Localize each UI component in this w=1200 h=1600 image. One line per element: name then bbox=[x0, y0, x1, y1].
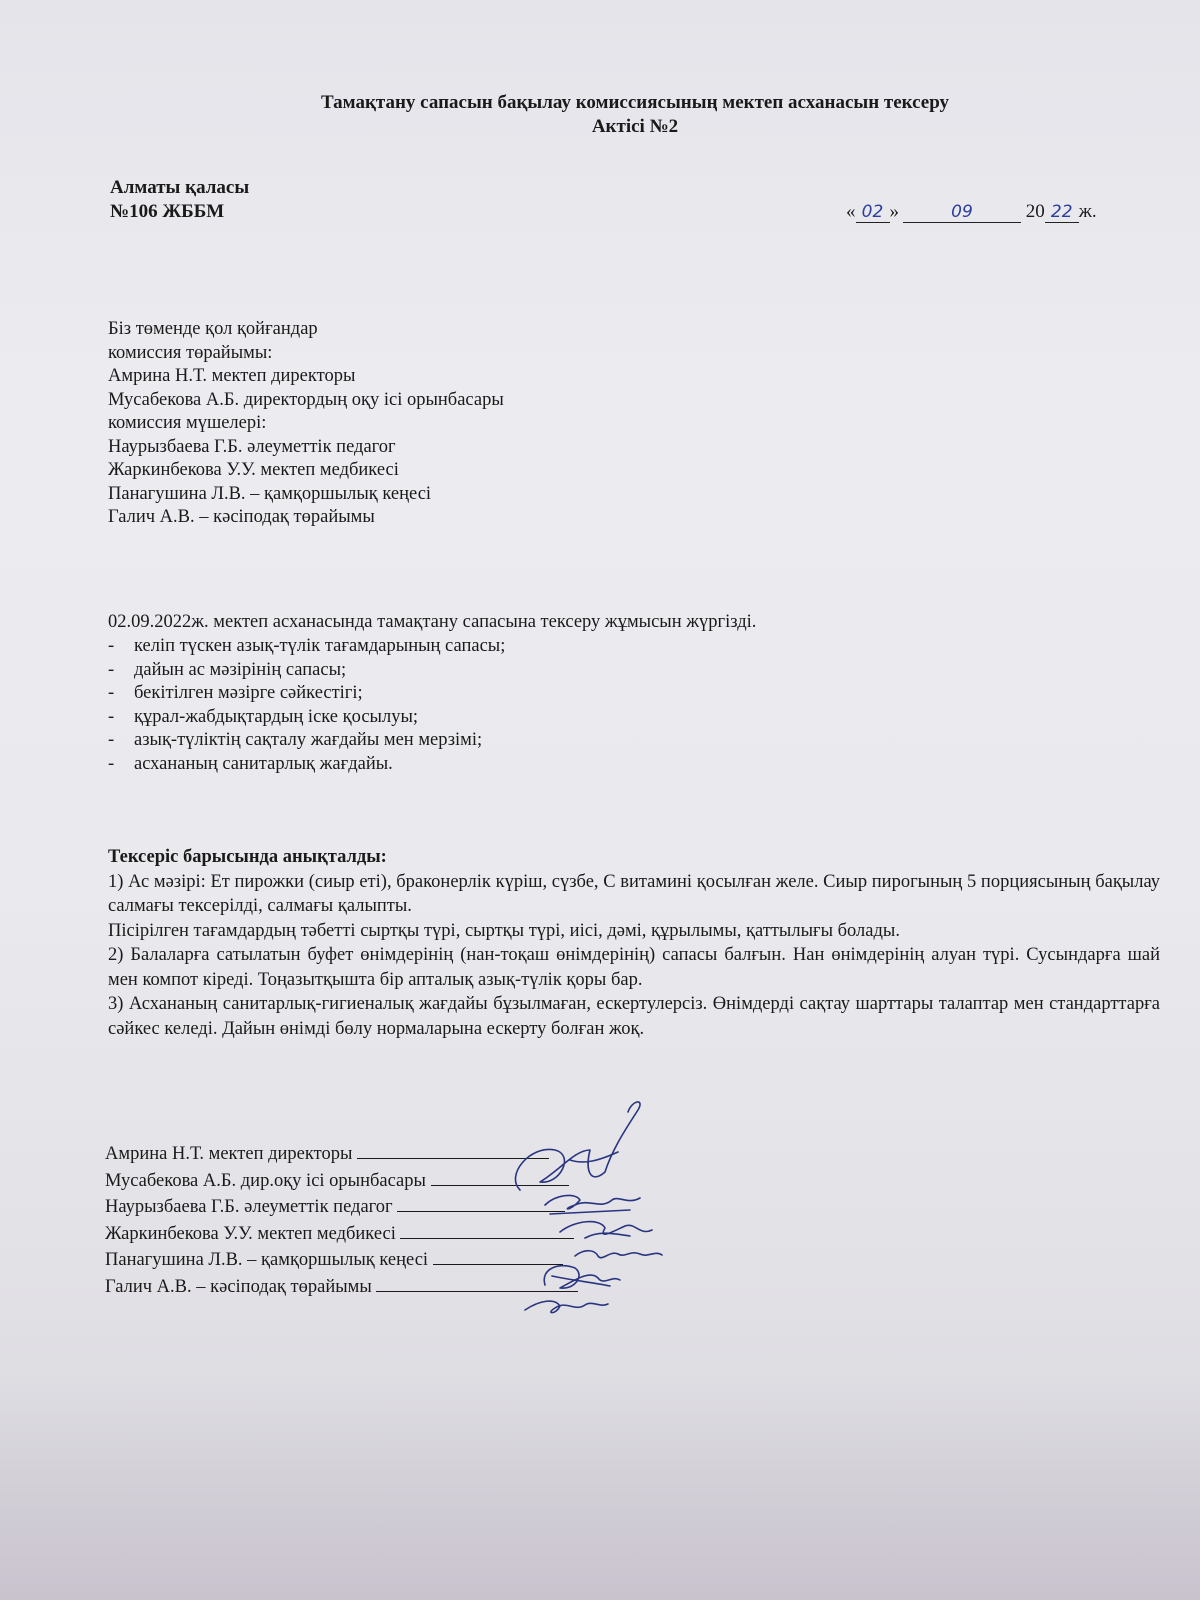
inspection-intro: 02.09.2022ж. мектеп асханасында тамақтану сапасына тексеру жұмысын жүргізді. bbox=[108, 612, 757, 632]
signatory-name: Галич А.В. – кәсіподақ төрайымы bbox=[105, 1276, 372, 1297]
signature-line bbox=[431, 1167, 569, 1186]
member-line: Панагушина Л.В. – қамқоршылық кеңесі bbox=[108, 483, 432, 504]
checklist-item: - дайын ас мәзірінің сапасы; bbox=[108, 659, 505, 683]
findings-heading: Тексеріс барысында анықталды: bbox=[108, 847, 387, 867]
signature-row bbox=[105, 1193, 578, 1220]
date-day-handwritten: 02 bbox=[856, 203, 890, 223]
signature-row bbox=[105, 1220, 578, 1247]
member-line: Галич А.В. – кәсіподақ төрайымы bbox=[108, 507, 375, 527]
date-year-mark: ж. bbox=[1078, 201, 1097, 222]
date-close-quote: » bbox=[889, 201, 899, 222]
date-month-handwritten: 09 bbox=[903, 203, 1021, 223]
city-name: Алматы қаласы bbox=[110, 177, 250, 198]
act-date bbox=[846, 200, 1097, 224]
signatory-name: Мусабекова А.Б. дир.оқу ісі орынбасары bbox=[105, 1170, 426, 1191]
member-line: комиссия төрайымы: bbox=[108, 342, 273, 363]
signature-row bbox=[105, 1140, 578, 1167]
photo-shadow bbox=[0, 1380, 1200, 1600]
findings-section bbox=[108, 845, 1160, 1041]
act-number: Актісі №2 bbox=[591, 116, 679, 137]
date-open-quote: « bbox=[846, 201, 856, 222]
signatory-name: Наурызбаева Г.Б. әлеуметтік педагог bbox=[105, 1197, 393, 1217]
signature-galich bbox=[525, 1301, 608, 1313]
commission-members bbox=[108, 318, 504, 530]
checklist-item: - келіп түскен азық-түлік тағамдарының сапасы; bbox=[108, 635, 505, 659]
document-title: Тамақтану сапасын бақылау комиссиясының мектеп асханасын тексеру bbox=[320, 92, 950, 113]
checklist-item: - бекітілген мәзірге сәйкестігі; bbox=[108, 682, 505, 706]
date-year-handwritten: 22 bbox=[1045, 203, 1079, 223]
checklist-item: - азық-түліктің сақталу жағдайы мен мерзімі; bbox=[108, 729, 505, 753]
member-line: Біз төменде қол қойғандар bbox=[108, 319, 318, 339]
finding-paragraph: 2) Балаларға сатылатын буфет өнімдерінің (нан-тоқаш өнімдерінің) сапасы балғын. Нан өнімдерінің алуан түрі. Сусындарға шай мен компот кіреді. Тоңазытқышта бір апталық азық-түлік қоры бар. bbox=[108, 945, 1160, 990]
member-line: Жаркинбекова У.У. мектеп медбикесі bbox=[108, 460, 399, 480]
signature-row bbox=[105, 1167, 578, 1194]
member-line: Мусабекова А.Б. директордың оқу ісі орынбасары bbox=[108, 389, 504, 410]
finding-paragraph: 3) Асхананың санитарлық-гигиеналық жағдайы бұзылмаған, ескертулерсіз. Өнімдерді сақтау шарттары талаптар мен стандарттарға сәйкес келеді. Дайын өнімді бөлу нормаларына ескерту болған жоқ. bbox=[108, 994, 1160, 1039]
signature-line bbox=[357, 1140, 549, 1159]
finding-paragraph: 1) Ас мәзірі: Ет пирожки (сиыр еті), браконерлік күріш, сүзбе, С витамині қосылған желе. Сиыр пирогының 5 порциясының бақылау салмағы тексерілді, салмағы қалыпты. bbox=[108, 871, 1160, 916]
signature-line bbox=[376, 1273, 578, 1292]
checklist-item: - құрал-жабдықтардың іске қосылуы; bbox=[108, 706, 505, 730]
member-line: Амрина Н.Т. мектеп директоры bbox=[108, 366, 356, 386]
signatory-name: Жаркинбекова У.У. мектеп медбикесі bbox=[105, 1223, 396, 1244]
school-name: №106 ЖББМ bbox=[110, 201, 225, 222]
signature-row bbox=[105, 1246, 578, 1273]
signatory-name: Амрина Н.Т. мектеп директоры bbox=[105, 1144, 353, 1164]
signature-zharkinbekova bbox=[575, 1251, 662, 1258]
finding-paragraph: Пісірілген тағамдардың тәбетті сыртқы түрі, сыртқы түрі, иісі, дәмі, құрылымы, қаттылығы болады. bbox=[108, 920, 900, 941]
signature-line bbox=[433, 1246, 563, 1265]
signature-row bbox=[105, 1273, 578, 1300]
inspection-checklist bbox=[108, 635, 505, 776]
signature-block bbox=[105, 1140, 578, 1299]
member-line: комиссия мүшелері: bbox=[108, 413, 267, 433]
signature-line bbox=[397, 1193, 565, 1212]
signatory-name: Панагушина Л.В. – қамқоршылық кеңесі bbox=[105, 1250, 429, 1270]
checklist-item: - асхананың санитарлық жағдайы. bbox=[108, 753, 505, 777]
date-year-prefix: 20 bbox=[1025, 201, 1045, 222]
signature-line bbox=[400, 1220, 574, 1239]
member-line: Наурызбаева Г.Б. әлеуметтік педагог bbox=[108, 436, 396, 457]
